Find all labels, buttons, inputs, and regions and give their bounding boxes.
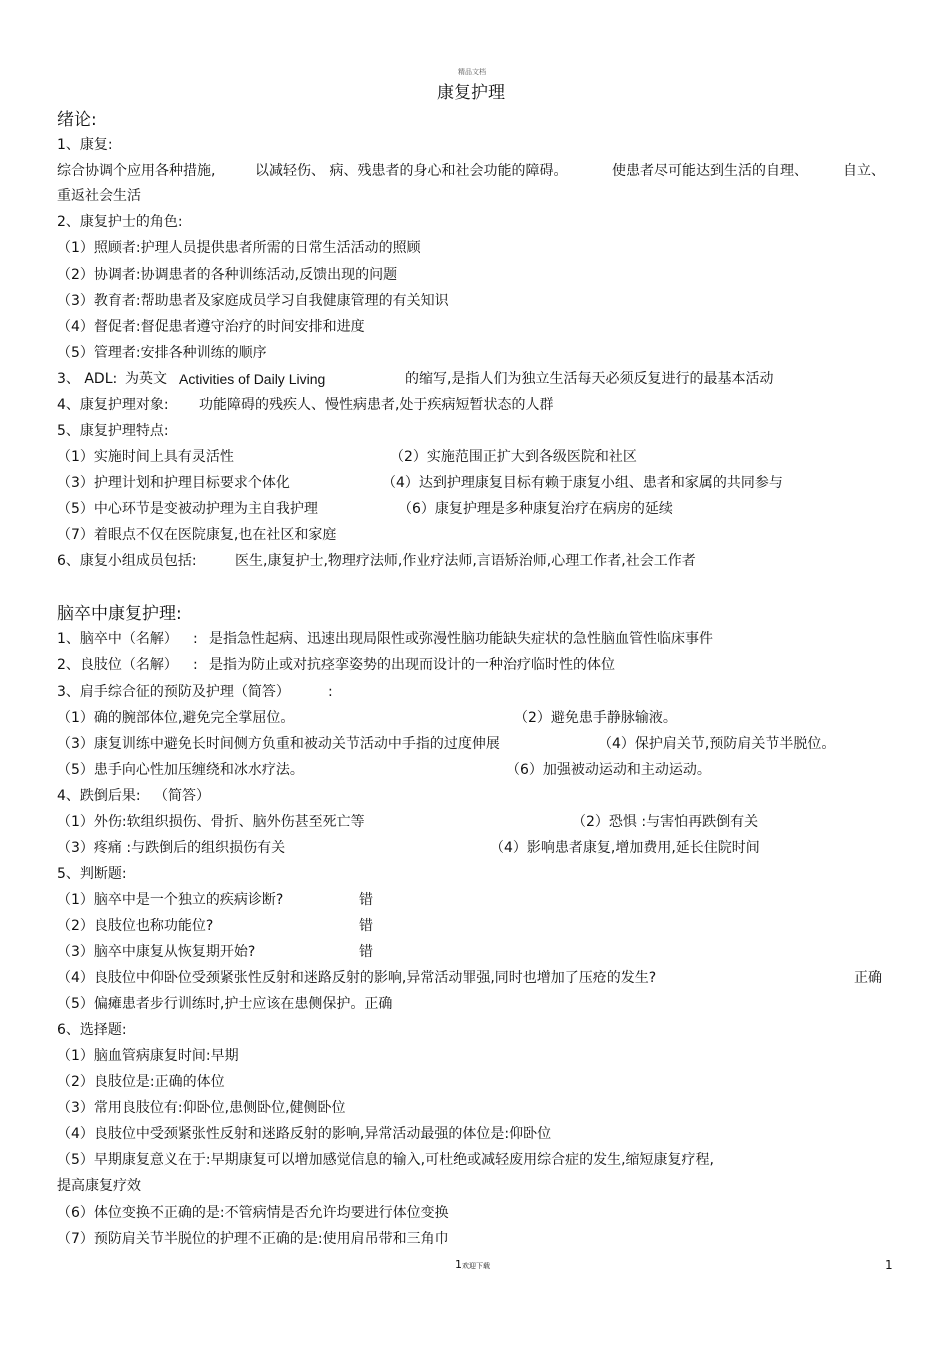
footer-download-text: 欢迎下载 xyxy=(462,1262,490,1270)
text-segment: （2）恐惧 :与害怕再跌倒有关 xyxy=(572,814,759,830)
text-segment: （3）脑卒中康复从恢复期开始? xyxy=(57,944,256,960)
text-segment: : xyxy=(328,684,333,700)
text-segment: （1）确的腕部体位,避免完全掌屈位。 xyxy=(57,710,295,726)
text-line: 5、康复护理特点: xyxy=(57,423,169,439)
text-segment: 4、跌倒后果: xyxy=(57,788,141,804)
text-segment: （6）加强被动运动和主动运动。 xyxy=(506,762,711,778)
text-segment: （3）康复训练中避免长时间侧方负重和被动关节活动中手指的过度伸展 xyxy=(57,736,500,752)
text-segment: （4）影响患者康复,增加费用,延长住院时间 xyxy=(490,840,760,856)
footer-page-index: 1 xyxy=(455,1258,462,1271)
text-line: （1）照顾者:护理人员提供患者所需的日常生活活动的照顾 xyxy=(57,240,421,256)
text-segment: （6）康复护理是多种康复治疗在病房的延续 xyxy=(398,501,673,517)
text-line: （5）管理者:安排各种训练的顺序 xyxy=(57,345,267,361)
text-line: （2）协调者:协调患者的各种训练活动,反馈出现的问题 xyxy=(57,267,398,283)
text-segment: （5）患手向心性加压缠绕和冰水疗法。 xyxy=(57,762,304,778)
text-segment: （2）避免患手静脉输液。 xyxy=(514,710,677,726)
text-segment: 自立、 xyxy=(843,163,885,179)
text-line: （5）偏瘫患者步行训练时,护士应该在患侧保护。正确 xyxy=(57,996,393,1012)
text-segment: 1、脑卒中（名解） xyxy=(57,631,178,647)
text-segment: 2、良肢位（名解） xyxy=(57,657,178,673)
text-segment: : xyxy=(193,657,198,673)
text-segment: 的缩写,是指人们为独立生活每天必须反复进行的最基本活动 xyxy=(405,371,774,387)
header-small-text: 精品文档 xyxy=(458,68,486,76)
text-segment: 综合协调个应用各种措施, xyxy=(57,163,216,179)
text-line: （3）常用良肢位有:仰卧位,患侧卧位,健侧卧位 xyxy=(57,1100,346,1116)
text-line: （4）良肢位中受颈紧张性反射和迷路反射的影响,异常活动最强的体位是:仰卧位 xyxy=(57,1126,552,1142)
text-segment: 错 xyxy=(359,918,373,934)
text-segment: 4、康复护理对象: xyxy=(57,397,169,413)
text-segment: （2）实施范围正扩大到各级医院和社区 xyxy=(390,449,637,465)
text-line: 1、康复: xyxy=(57,137,113,153)
text-segment: （1）实施时间上具有灵活性 xyxy=(57,449,234,465)
text-segment: （5）中心环节是变被动护理为主自我护理 xyxy=(57,501,318,517)
page-title: 康复护理 xyxy=(437,83,505,103)
text-segment: （1）脑卒中是一个独立的疾病诊断? xyxy=(57,892,284,908)
page-number: 1 xyxy=(885,1258,893,1272)
text-segment: （3）护理计划和护理目标要求个体化 xyxy=(57,475,290,491)
text-segment: （2）良肢位也称功能位? xyxy=(57,918,214,934)
text-segment: 以减轻伤、 病、残患者的身心和社会功能的障碍。 xyxy=(255,163,568,179)
text-line: 提高康复疗效 xyxy=(57,1178,141,1194)
text-segment: （4）保护肩关节,预防肩关节半脱位。 xyxy=(598,736,836,752)
text-segment: （4）良肢位中仰卧位受颈紧张性反射和迷路反射的影响,异常活动罪强,同时也增加了压疮的发生? xyxy=(57,970,657,986)
text-segment: 为英文 xyxy=(125,371,167,387)
text-segment: 是指为防止或对抗痉挛姿势的出现而设计的一种治疗临时性的体位 xyxy=(209,657,615,673)
text-segment: 错 xyxy=(359,944,373,960)
text-segment: 医生,康复护士,物理疗法师,作业疗法师,言语矫治师,心理工作者,社会工作者 xyxy=(235,553,696,569)
text-segment: 6、康复小组成员包括: xyxy=(57,553,197,569)
text-line: （4）督促者:督促患者遵守治疗的时间安排和进度 xyxy=(57,319,365,335)
text-segment: 是指急性起病、迅速出现局限性或弥漫性脑功能缺失症状的急性脑血管性临床事件 xyxy=(209,631,713,647)
text-line: 6、选择题: xyxy=(57,1022,127,1038)
text-line: （3）教育者:帮助患者及家庭成员学习自我健康管理的有关知识 xyxy=(57,293,449,309)
text-segment: （简答） xyxy=(154,788,210,804)
text-segment: : xyxy=(193,631,198,647)
text-segment: （3）疼痛 :与跌倒后的组织损伤有关 xyxy=(57,840,286,856)
text-segment: Activities of Daily Living xyxy=(179,371,326,387)
text-segment: 3、肩手综合征的预防及护理（简答） xyxy=(57,684,290,700)
text-segment: 使患者尽可能达到生活的自理、 xyxy=(612,163,808,179)
text-line: （2）良肢位是:正确的体位 xyxy=(57,1074,225,1090)
text-segment: 错 xyxy=(359,892,373,908)
text-segment: 3、 ADL: xyxy=(57,371,118,387)
text-segment: （1）外伤:软组织损伤、骨折、脑外伤甚至死亡等 xyxy=(57,814,365,830)
text-line: 重返社会生活 xyxy=(57,188,141,204)
text-segment: （4）达到护理康复目标有赖于康复小组、患者和家属的共同参与 xyxy=(382,475,783,491)
text-line: 2、康复护士的角色: xyxy=(57,214,183,230)
text-segment: 功能障碍的残疾人、慢性病患者,处于疾病短暂状态的人群 xyxy=(199,397,554,413)
footer-center xyxy=(455,1258,490,1273)
text-line: （5）早期康复意义在于:早期康复可以增加感觉信息的输入,可杜绝或减轻废用综合症的发生,缩短康复疗程, xyxy=(57,1152,714,1168)
section-heading-intro: 绪论: xyxy=(57,110,97,130)
text-segment: 正确 xyxy=(854,970,882,986)
section-heading-stroke: 脑卒中康复护理: xyxy=(57,604,182,624)
text-line: （7）着眼点不仅在医院康复,也在社区和家庭 xyxy=(57,527,337,543)
text-line: 5、判断题: xyxy=(57,866,127,882)
text-line: （6）体位变换不正确的是:不管病情是否允许均要进行体位变换 xyxy=(57,1205,449,1221)
text-line: （1）脑血管病康复时间:早期 xyxy=(57,1048,239,1064)
text-line: （7）预防肩关节半脱位的护理不正确的是:使用肩吊带和三角巾 xyxy=(57,1231,449,1247)
